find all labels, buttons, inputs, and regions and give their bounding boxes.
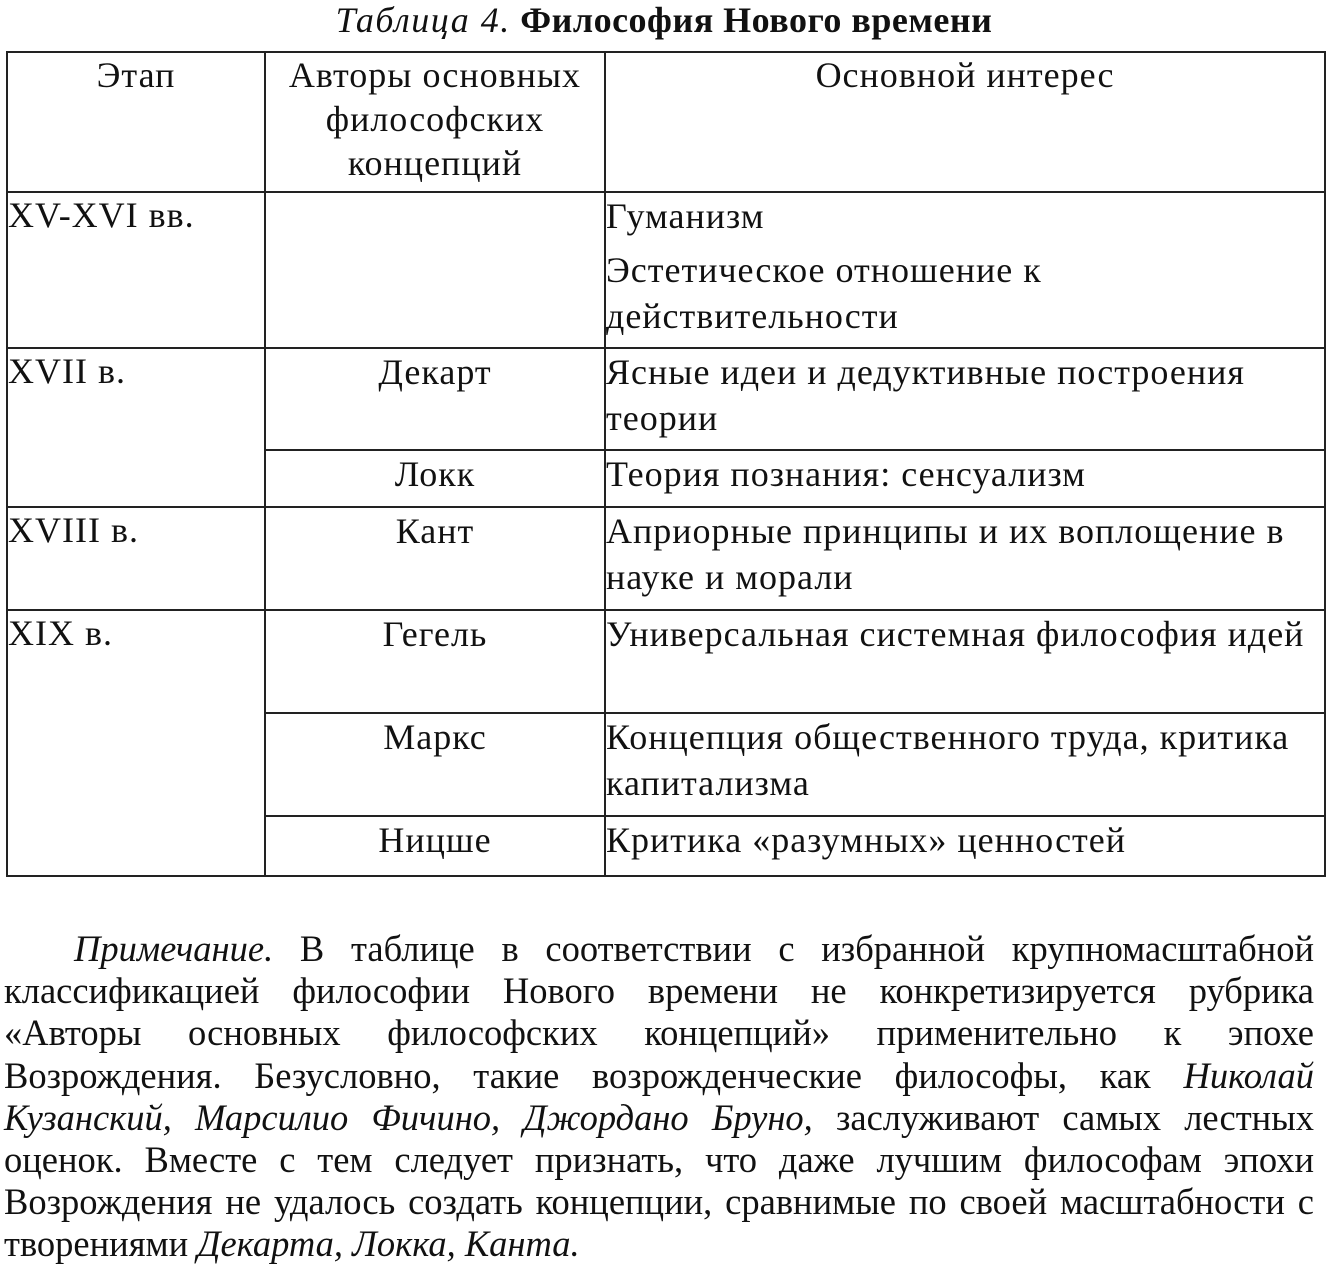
author-cell: Кант	[265, 507, 605, 610]
author-cell: Ницше	[265, 816, 605, 876]
note-text: заслуживают самых лестных оценок. Вместе с тем следует признать, что даже лучшим философам эпохи Возрождения не удалось создать концепции, сравнимые по своей масштабности с творениями	[4, 1096, 1314, 1265]
author-cell: Гегель	[265, 610, 605, 713]
interest-cell: Концепция общественного труда, критика капитализма	[605, 713, 1325, 816]
author-cell	[265, 192, 605, 348]
author-cell: Маркс	[265, 713, 605, 816]
stage-cell: XIX в.	[7, 610, 265, 876]
table-row	[7, 610, 1325, 713]
note-text: В таблице в соответствии с избранной крупномасштабной классификацией философии Нового времени не конкретизируется рубрика «Авторы основных философских концепций» применительно к эпохе Возрождения. Безусловно, такие возрожденческие философы, как	[4, 928, 1314, 1096]
author-cell: Декарт	[265, 348, 605, 450]
header-interest: Основной интерес	[605, 52, 1325, 192]
interest-cell	[605, 192, 1325, 348]
stage-cell: XVIII в.	[7, 507, 265, 610]
philosophy-table	[6, 51, 1326, 877]
table-header-row	[7, 52, 1325, 192]
interest-cell: Критика «разумных» ценностей	[605, 816, 1325, 876]
interest-cell: Ясные идеи и дедуктивные построения теории	[605, 348, 1325, 450]
note-label: Примечание.	[74, 928, 274, 969]
note-renaissance-names: Николай Кузанский, Марсилио Фичино, Джордано Бруно,	[4, 1054, 1314, 1138]
stage-cell: XVII в.	[7, 348, 265, 507]
table-note	[4, 928, 1314, 1266]
table-row	[7, 348, 1325, 450]
note-modern-names: Декарта, Локка, Канта.	[197, 1223, 580, 1265]
interest-cell: Теория познания: сенсуализм	[605, 450, 1325, 507]
table-caption	[0, 0, 1328, 40]
interest-line: Эстетическое отношение к действительности	[606, 250, 1042, 336]
header-stage: Этап	[7, 52, 265, 192]
author-cell: Локк	[265, 450, 605, 507]
table-row	[7, 507, 1325, 610]
interest-cell: Универсальная системная философия идей	[605, 610, 1325, 713]
stage-cell: XV-XVI вв.	[7, 192, 265, 348]
interest-cell: Априорные принципы и их воплощение в науке и морали	[605, 507, 1325, 610]
table-row	[7, 192, 1325, 348]
table-caption-title: Философия Нового времени	[520, 0, 993, 40]
table-caption-label: Таблица 4.	[335, 0, 511, 40]
header-authors: Авторы основных философских концепций	[265, 52, 605, 192]
interest-line: Гуманизм	[606, 196, 765, 236]
